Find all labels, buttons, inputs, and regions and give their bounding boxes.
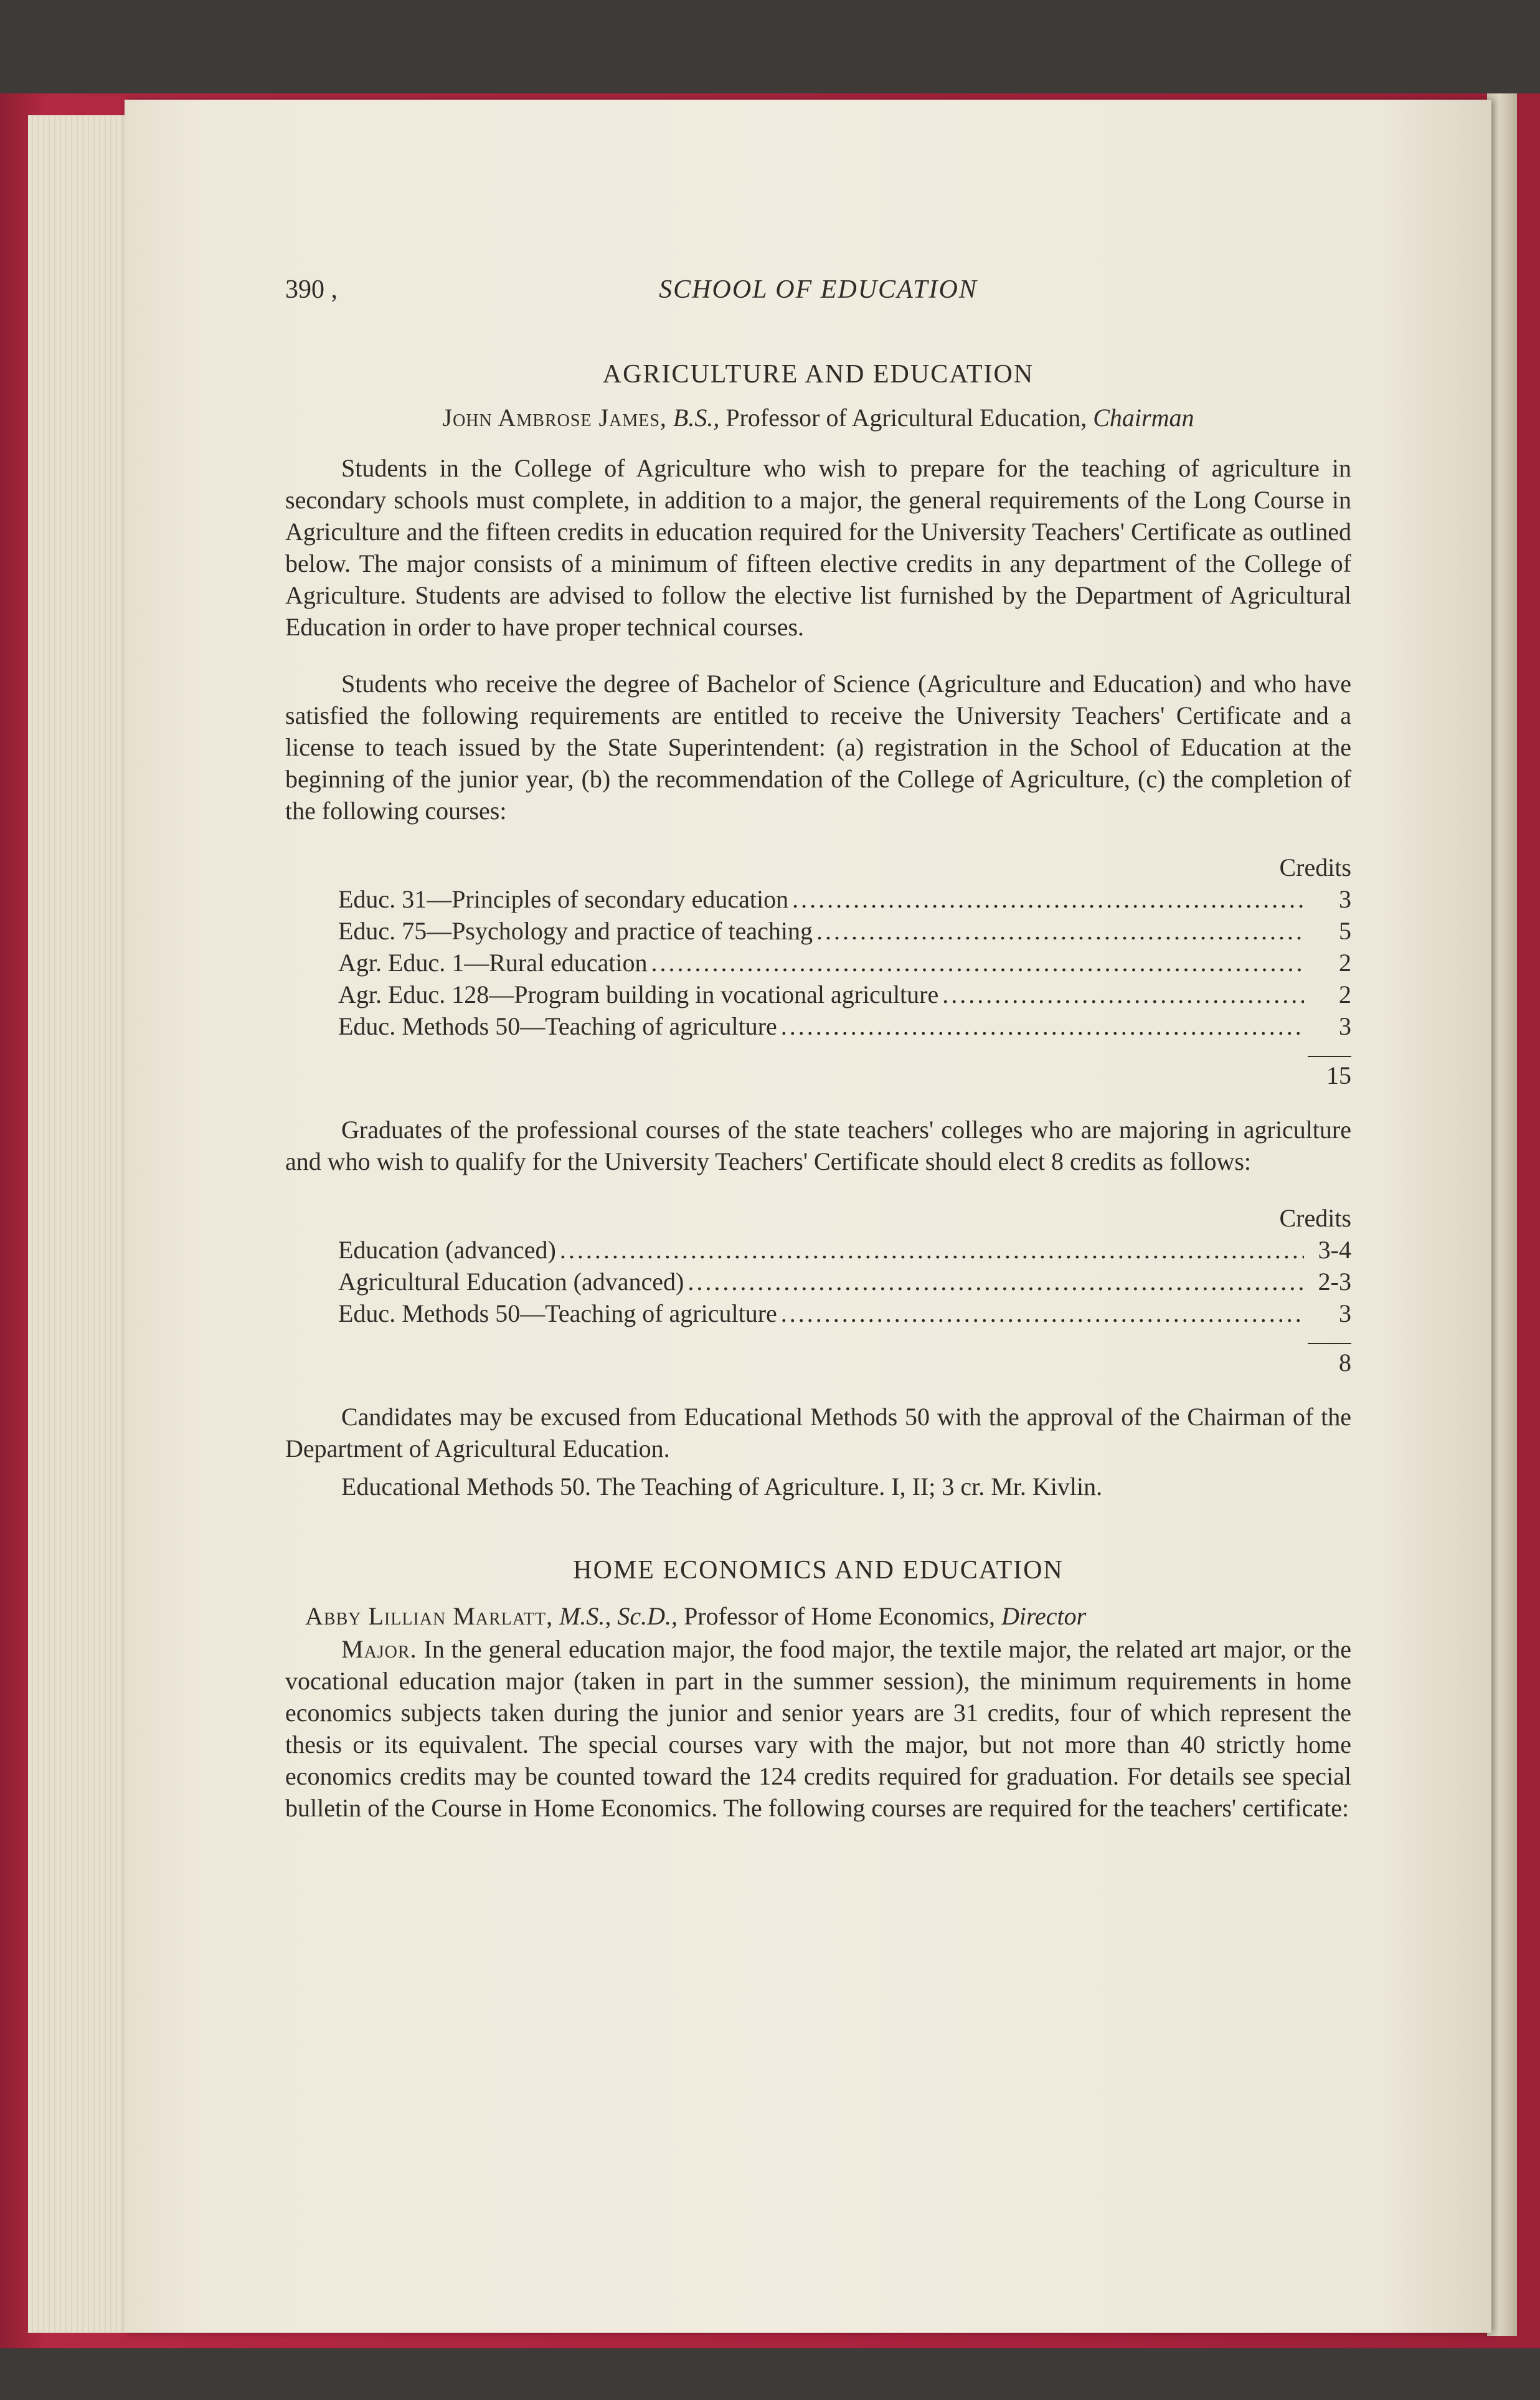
- byline-home-economics: [285, 1600, 1351, 1632]
- dot-leader: [687, 1266, 1304, 1297]
- course-row: [338, 947, 1351, 979]
- course-table-1: [338, 851, 1351, 1091]
- total-credits: 8: [1339, 1349, 1351, 1377]
- course-credits: 3: [1339, 885, 1351, 913]
- course-name: Agr. Educ. 1—Rural education: [338, 949, 648, 977]
- paragraph-graduates: Graduates of the professional courses of the state teachers' colleges who are majoring in agriculture and who wish to qualify for the University Teachers' Certificate should elect 8 credits as follows:: [285, 1116, 1351, 1175]
- course-name: Agr. Educ. 128—Program building in vocational agriculture: [338, 980, 939, 1008]
- dot-leader: [816, 915, 1304, 947]
- credits-header: Credits: [1279, 853, 1351, 881]
- dot-leader: [560, 1234, 1304, 1266]
- byline-role: Professor of Home Economics,: [684, 1602, 995, 1630]
- course-credits: 3-4: [1318, 1236, 1351, 1264]
- course-credits: 3: [1339, 1299, 1351, 1327]
- dot-leader: [651, 947, 1304, 979]
- page-text: [285, 274, 1351, 1824]
- course-name: Agricultural Education (advanced): [338, 1268, 684, 1296]
- course-row: [338, 1297, 1351, 1329]
- course-name: Education (advanced): [338, 1236, 556, 1264]
- running-head: SCHOOL OF EDUCATION: [659, 275, 978, 304]
- page-edge-right: [1487, 93, 1517, 2336]
- paragraph-major: [285, 1633, 1351, 1824]
- dot-leader: [781, 1010, 1304, 1042]
- course-row: [338, 915, 1351, 947]
- table-rows: [338, 883, 1351, 1042]
- total-credits: 15: [1326, 1061, 1351, 1089]
- section-title-agriculture: AGRICULTURE AND EDUCATION: [602, 360, 1034, 389]
- byline-degree: B.S.,: [673, 404, 720, 432]
- course-credits: 5: [1339, 917, 1351, 945]
- course-row: [338, 1266, 1351, 1297]
- byline-title: Chairman: [1093, 404, 1194, 432]
- course-row: [338, 883, 1351, 915]
- total-rule: [1308, 1343, 1351, 1344]
- course-credits: 2: [1339, 949, 1351, 977]
- paragraph-candidates: Candidates may be excused from Educational Methods 50 with the approval of the Chairman of the Department of Agricultural Education.: [285, 1403, 1351, 1463]
- course-row: [338, 1234, 1351, 1266]
- section-title-home-economics: HOME ECONOMICS AND EDUCATION: [573, 1556, 1064, 1585]
- paragraph-requirements: Students who receive the degree of Bachelor of Science (Agriculture and Education) and who have satisfied the following requirements are entitled to receive the University Teachers' Certificate and a license to teach issued by the State Superintendent: (a) registration in the School of Education at the beginning of the junior year, (b) the recommendation of the College of Agriculture, (c) the completion of the following courses:: [285, 670, 1351, 825]
- paragraph-intro: Students in the College of Agriculture who wish to prepare for the teaching of agriculture in secondary schools must complete, in addition to a major, the general requirements of the Long Course in Agriculture and the fifteen credits in education required for the University Teachers' Certificate as outlined below. The major consists of a minimum of fifteen elective credits in any department of the College of Agriculture. Students are advised to follow the elective list furnished by the Department of Agricultural Education in order to have proper technical courses.: [285, 454, 1351, 641]
- byline-name: Abby Lillian Marlatt,: [305, 1602, 554, 1630]
- byline-agriculture: [285, 402, 1351, 434]
- course-credits: 3: [1339, 1012, 1351, 1040]
- credits-header: Credits: [1279, 1204, 1351, 1232]
- byline-name: John Ambrose James,: [442, 404, 667, 432]
- byline-role: Professor of Agricultural Education,: [725, 404, 1087, 432]
- page-header: [285, 274, 1351, 311]
- major-label: Major.: [341, 1635, 417, 1663]
- course-name: Educ. 75—Psychology and practice of teaching: [338, 917, 813, 945]
- course-name: Educ. 31—Principles of secondary education: [338, 885, 789, 913]
- course-row: [338, 979, 1351, 1010]
- course-credits: 2-3: [1318, 1268, 1351, 1296]
- total-rule: [1308, 1056, 1351, 1057]
- dot-leader: [792, 883, 1304, 915]
- course-table-2: [338, 1202, 1351, 1378]
- table-rows: [338, 1234, 1351, 1329]
- course-row: [338, 1010, 1351, 1042]
- byline-degree: M.S., Sc.D.,: [559, 1602, 678, 1630]
- page-number: 390 ,: [285, 275, 338, 304]
- dot-leader: [942, 979, 1304, 1010]
- major-text: In the general education major, the food major, the textile major, the related art major, or the vocational education major (taken in part in the summer session), the minimum requirements in home economics subjects taken during the junior and senior years are 31 credits, four of which represent the thesis or its equivalent. The special courses vary with the major, but not more than 40 strictly home economics credits may be counted toward the 124 credits required for graduation. For details see special bulletin of the Course in Home Economics. The following courses are required for the teachers' certificate:: [285, 1635, 1352, 1822]
- course-credits: 2: [1339, 980, 1351, 1008]
- paragraph-course-listing: Educational Methods 50. The Teaching of Agriculture. I, II; 3 cr. Mr. Kivlin.: [341, 1473, 1103, 1501]
- course-name: Educ. Methods 50—Teaching of agriculture: [338, 1299, 777, 1327]
- page-edges-left: [28, 115, 135, 2333]
- dot-leader: [781, 1297, 1304, 1329]
- course-name: Educ. Methods 50—Teaching of agriculture: [338, 1012, 777, 1040]
- byline-title: Director: [1001, 1602, 1087, 1630]
